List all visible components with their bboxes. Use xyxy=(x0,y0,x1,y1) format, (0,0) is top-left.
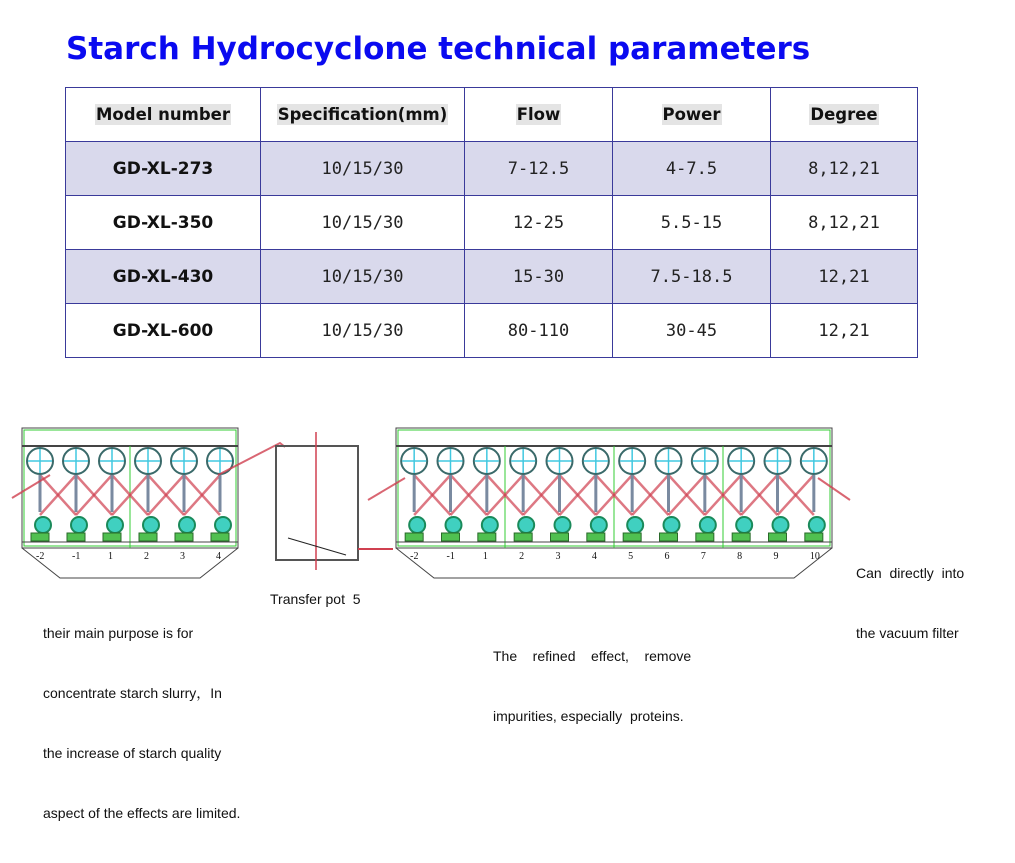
table-row xyxy=(66,196,918,250)
header-degree xyxy=(771,88,918,142)
pump xyxy=(409,517,425,533)
note-line: impurities, especially proteins. xyxy=(493,708,684,724)
pump xyxy=(773,517,789,533)
pump xyxy=(555,517,571,533)
pump xyxy=(71,517,87,533)
pump xyxy=(627,517,643,533)
stage-number: 6 xyxy=(664,551,670,562)
outlet-pipe-right xyxy=(818,478,850,500)
stage-number: 3 xyxy=(180,551,185,562)
stage-number: 2 xyxy=(144,551,149,562)
cell-flow: 80-110 xyxy=(465,304,613,358)
base-tank xyxy=(22,548,238,578)
feed-pipe-right xyxy=(368,478,405,500)
note-line: concentrate starch slurry，In xyxy=(43,685,222,701)
header-label: Degree xyxy=(810,104,878,124)
cell-flow: 15-30 xyxy=(465,250,613,304)
stage-number: 2 xyxy=(519,551,525,562)
pump-base xyxy=(211,533,229,541)
cell-model: GD-XL-273 xyxy=(66,142,261,196)
outlet-note xyxy=(856,523,964,683)
header-label: Specification(mm) xyxy=(277,104,448,124)
pump-base xyxy=(660,533,678,541)
stage-number: -1 xyxy=(72,551,81,562)
pump xyxy=(35,517,51,533)
pump xyxy=(736,517,752,533)
stage-number: 5 xyxy=(628,551,634,562)
pump xyxy=(482,517,498,533)
header-label: Model number xyxy=(96,104,230,124)
note-line: their main purpose is for xyxy=(43,625,194,641)
header-power xyxy=(613,88,771,142)
cell-model: GD-XL-350 xyxy=(66,196,261,250)
pump-base xyxy=(732,533,750,541)
pump-base xyxy=(587,533,605,541)
cell-power: 7.5-18.5 xyxy=(613,250,771,304)
cell-degree: 8,12,21 xyxy=(771,142,918,196)
note-line: The refined effect, remove xyxy=(493,648,692,664)
cell-flow: 7-12.5 xyxy=(465,142,613,196)
note-line: Can directly into xyxy=(856,565,965,581)
pump-base xyxy=(623,533,641,541)
cell-model: GD-XL-600 xyxy=(66,304,261,358)
pump-base xyxy=(478,533,496,541)
pump-base xyxy=(696,533,714,541)
cell-specification: 10/15/30 xyxy=(261,196,465,250)
pump-base xyxy=(551,533,569,541)
stage-number: -2 xyxy=(410,551,419,562)
note-line: the vacuum filter xyxy=(856,625,959,641)
transfer-pot xyxy=(276,446,358,560)
cell-specification: 10/15/30 xyxy=(261,304,465,358)
cell-degree: 8,12,21 xyxy=(771,196,918,250)
agitator-blade xyxy=(288,538,346,555)
feed-pipe xyxy=(12,475,50,498)
pump xyxy=(809,517,825,533)
pump xyxy=(179,517,195,533)
cell-degree: 12,21 xyxy=(771,304,918,358)
cell-specification: 10/15/30 xyxy=(261,250,465,304)
right-unit-note xyxy=(493,606,691,766)
pump-base xyxy=(769,533,787,541)
stage-number: 10 xyxy=(809,551,820,562)
stage-number: 3 xyxy=(555,551,561,562)
transfer-pot-label: Transfer pot 5 xyxy=(270,591,361,607)
left-unit-note xyxy=(43,583,240,863)
parameters-table xyxy=(65,87,918,358)
stage-number: 9 xyxy=(773,551,779,562)
cell-power: 4-7.5 xyxy=(613,142,771,196)
stage-number: 1 xyxy=(482,551,488,562)
stage-number: 7 xyxy=(700,551,706,562)
stage-number: 1 xyxy=(108,551,113,562)
header-label: Flow xyxy=(516,104,561,124)
pump xyxy=(518,517,534,533)
pump xyxy=(664,517,680,533)
page-title: Starch Hydrocyclone technical parameters xyxy=(66,31,811,67)
pump xyxy=(107,517,123,533)
pump-base xyxy=(31,533,49,541)
base-tank xyxy=(396,548,832,578)
pump xyxy=(143,517,159,533)
pump-base xyxy=(139,533,157,541)
pump-base xyxy=(442,533,460,541)
cell-power: 30-45 xyxy=(613,304,771,358)
stage-number: -2 xyxy=(36,551,45,562)
pump-base xyxy=(514,533,532,541)
cell-power: 5.5-15 xyxy=(613,196,771,250)
cell-specification: 10/15/30 xyxy=(261,142,465,196)
pump xyxy=(591,517,607,533)
header-flow xyxy=(465,88,613,142)
pump xyxy=(215,517,231,533)
table-header-row xyxy=(66,88,918,142)
stage-number: 4 xyxy=(216,551,221,562)
outlet-pipe xyxy=(358,548,392,549)
cell-flow: 12-25 xyxy=(465,196,613,250)
stage-number: 8 xyxy=(737,551,743,562)
pump-base xyxy=(405,533,423,541)
pump xyxy=(446,517,462,533)
pump-base xyxy=(67,533,85,541)
pump xyxy=(700,517,716,533)
note-line: aspect of the effects are limited. xyxy=(43,805,241,821)
table-row xyxy=(66,250,918,304)
pump-base xyxy=(805,533,823,541)
stage-number: -1 xyxy=(446,551,455,562)
note-line: the increase of starch quality xyxy=(43,745,222,761)
table-row xyxy=(66,142,918,196)
pump-base xyxy=(103,533,121,541)
header-label: Power xyxy=(662,104,721,124)
header-specification xyxy=(261,88,465,142)
cell-degree: 12,21 xyxy=(771,250,918,304)
table-row xyxy=(66,304,918,358)
stage-number: 4 xyxy=(591,551,597,562)
pump-base xyxy=(175,533,193,541)
cell-model: GD-XL-430 xyxy=(66,250,261,304)
header-model xyxy=(66,88,261,142)
